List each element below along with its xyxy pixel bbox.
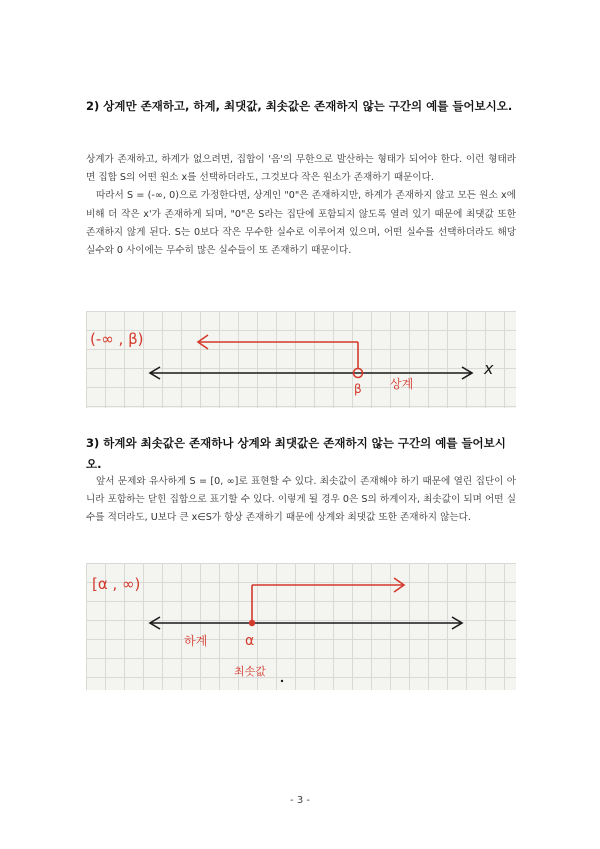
- question-2-answer: [86, 151, 516, 260]
- interval-label: [α , ∞): [92, 575, 141, 593]
- figure-1-drawing: [86, 311, 516, 408]
- interval-label: (-∞ , β): [90, 330, 144, 348]
- page-number: - 3 -: [290, 795, 310, 806]
- bound-label: 하계: [184, 634, 208, 648]
- min-label: 최솟값: [234, 665, 266, 678]
- figure-2-photo: [86, 563, 516, 690]
- closed-point: [249, 620, 255, 626]
- number-line: [150, 367, 472, 379]
- question-3-title: 3) 하계와 최솟값은 존재하나 상계와 최댓값은 존재하지 않는 구간의 예를 들어보시오.: [86, 436, 506, 471]
- answer-paragraph: 앞서 문제와 유사하게 S = [0, ∞]로 표현할 수 있다. 최솟값이 존재해야 하기 때문에 열린 집단이 아니라 포함하는 닫힌 집합으로 표기할 수 있다. 이렇게 될 경우 0은 S의 하계이자, 최솟값이 되며 어떤 실수를 적더라도, U보다 큰 x∈S가 항상 존재하기 때문에 상계와 최댓값 또한 존재하지 않는다.: [86, 476, 516, 524]
- question-2-title: 2) 상계만 존재하고, 하계, 최댓값, 최솟값은 존재하지 않는 구간의 예를 들어보시오.: [86, 99, 513, 113]
- interval-arrow: [198, 335, 358, 369]
- figure-1-photo: [86, 311, 516, 408]
- pen-dot: [281, 680, 283, 682]
- figure-2-drawing: [86, 563, 516, 690]
- point-label: α: [245, 633, 255, 649]
- axis-label: x: [484, 359, 494, 378]
- answer-paragraph: 따라서 S = (-∞, 0)으로 가정한다면, 상계인 "0"은 존재하지만, 하계가 존재하지 않고 모든 원소 x에 비해 더 작은 x'가 존재하게 되며, "0"은 S라는 집단에 포함되지 않도록 열려 있기 때문에 최댓값 또한 존재하지 않게 된다. S는 0보다 작은 무수한 실수로 이루어져 있으며, 어떤 실수를 선택하더라도 해당 실수와 0 사이에는 무수히 많은 실수들이 또 존재하기 때문이다.: [86, 190, 516, 257]
- number-line: [150, 617, 462, 629]
- point-label: β: [354, 382, 362, 396]
- interval-arrow: [252, 578, 404, 623]
- answer-paragraph: 상계가 존재하고, 하계가 없으려면, 집합이 '음'의 무한으로 발산하는 형태가 되어야 한다. 이런 형태라면 집합 S의 어떤 원소 x를 선택하더라도, 그것보다 작은 원소가 존재하기 때문이다.: [86, 154, 516, 184]
- bound-label: 상계: [390, 377, 414, 391]
- question-3-answer: [86, 473, 516, 528]
